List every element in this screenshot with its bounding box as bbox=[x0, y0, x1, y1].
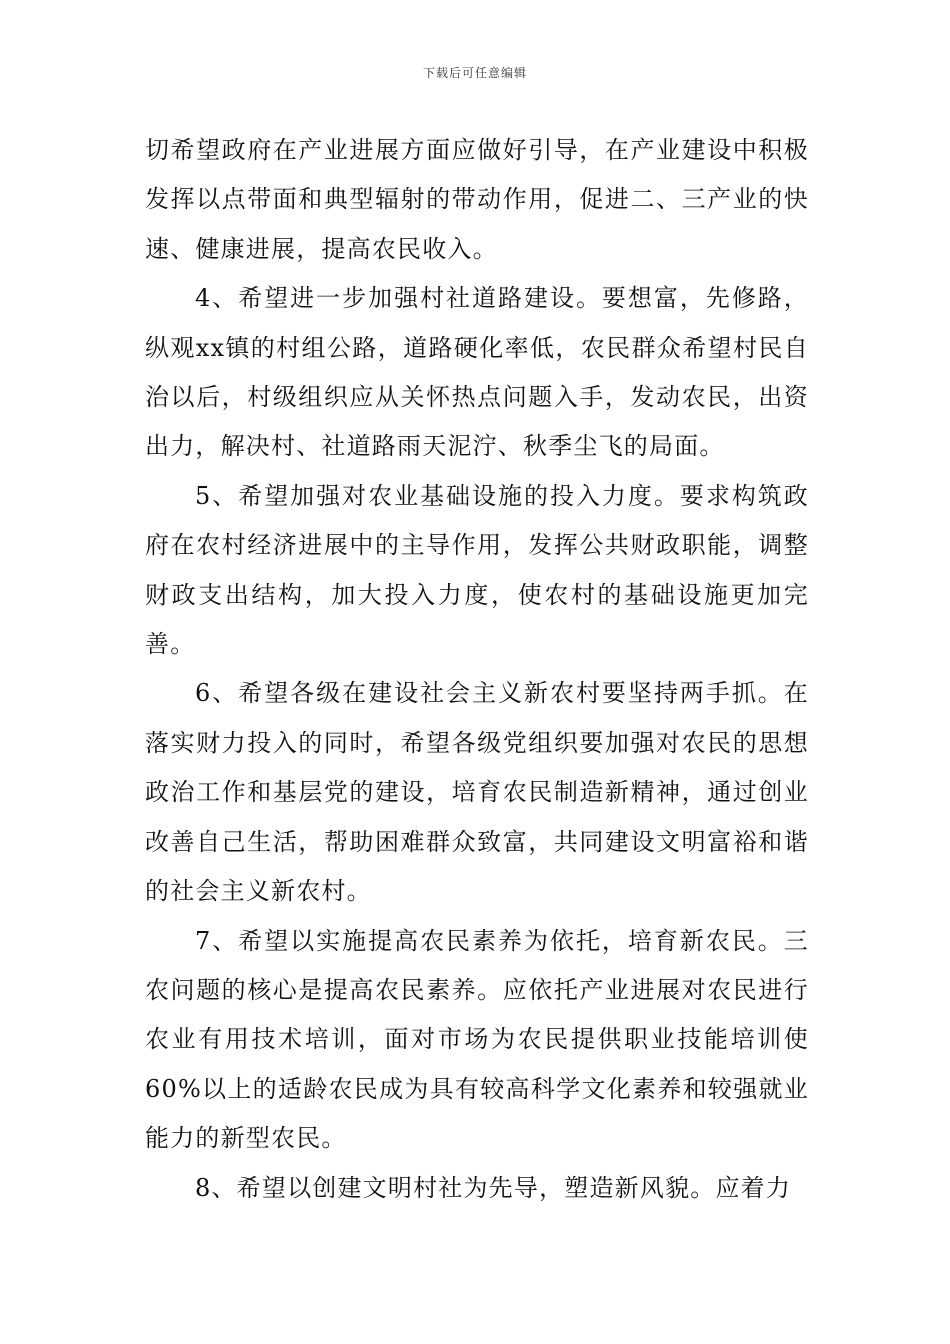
paragraph-infrastructure-investment: 5、希望加强对农业基础设施的投入力度。要求构筑政府在农村经济进展中的主导作用，发挥公共财政职能，调整财政支出结构，加大投入力度，使农村的基础设施更加完善。 bbox=[145, 481, 809, 659]
paragraph-farmer-quality: 7、希望以实施提高农民素养为依托，培育新农民。三农问题的核心是提高农民素养。应依托产业进展对农民进行农业有用技术培训，面对市场为农民提供职业技能培训使60%以上的适龄农民成为具有较高科学文化素养和较强就业能力的新型农民。 bbox=[145, 926, 809, 1153]
paragraph-industry-guidance: 切希望政府在产业进展方面应做好引导，在产业建设中积极发挥以点带面和典型辐射的带动作用，促进二、三产业的快速、健康进展，提高农民收入。 bbox=[145, 136, 809, 263]
page-header: 下载后可任意编辑 bbox=[422, 66, 527, 80]
document-body bbox=[145, 126, 809, 1213]
paragraph-road-construction: 4、希望进一步加强村社道路建设。要想富，先修路，纵观xx镇的村组公路，道路硬化率低，农民群众希望村民自治以后，村级组织应从关怀热点问题入手，发动农民，出资出力，解决村、社道路雨天泥泞、秋季尘飞的局面。 bbox=[145, 284, 809, 461]
paragraph-civilized-village: 8、希望以创建文明村社为先导，塑造新风貌。应着力 bbox=[195, 1173, 792, 1202]
paragraph-two-hands: 6、希望各级在建设社会主义新农村要坚持两手抓。在落实财力投入的同时，希望各级党组织要加强对农民的思想政治工作和基层党的建设，培育农民制造新精神，通过创业改善自己生活，帮助困难群众致富，共同建设文明富裕和谐的社会主义新农村。 bbox=[145, 679, 809, 906]
